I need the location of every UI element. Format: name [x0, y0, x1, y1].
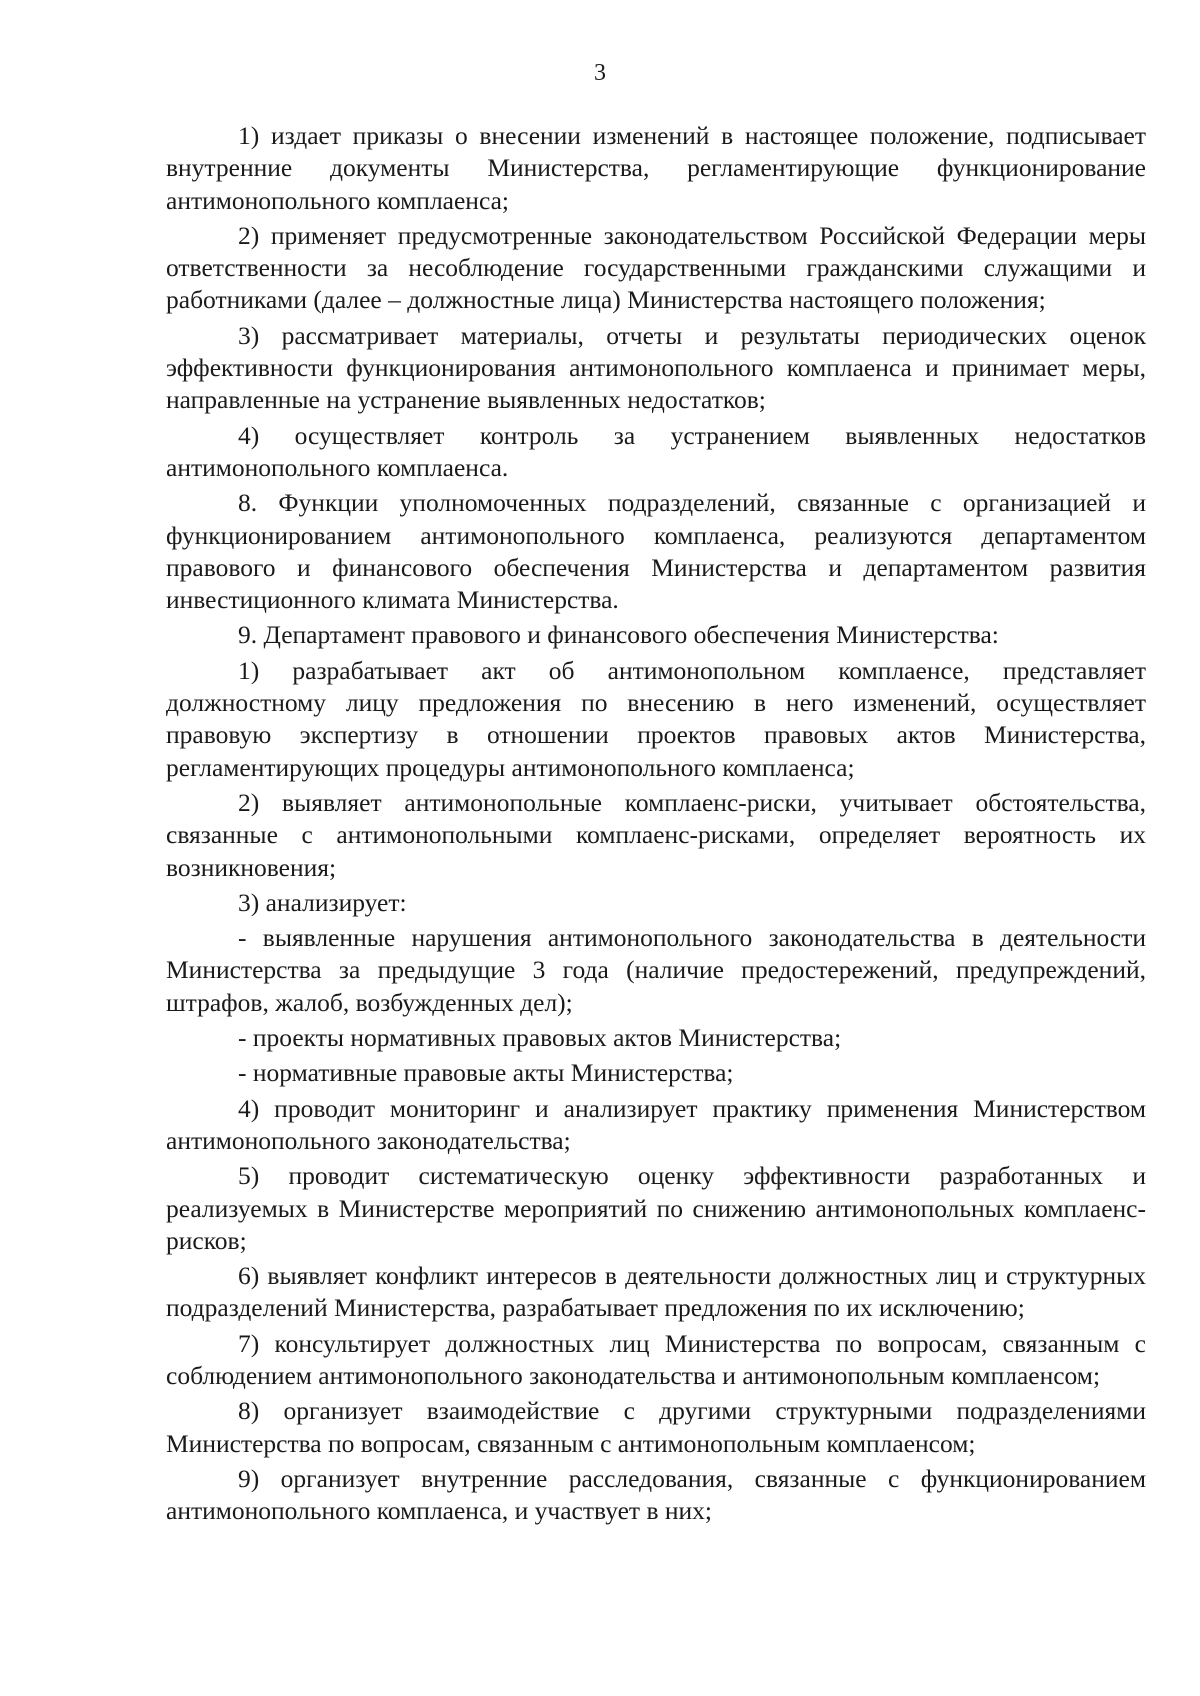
- paragraph-9-8: 8) организует взаимодействие с другими структурными подразделениями Министерства по вопросам, связанным с антимонопольным комплаенсом;: [166, 1396, 1146, 1458]
- paragraph-8: 8. Функции уполномоченных подразделений, связанные с организацией и функционированием антимонопольного комплаенса, реализуются департаментом правового и финансового обеспечения Министерства и департаментом развития инвестиционного климата Министерства.: [166, 488, 1146, 615]
- page-number: 3: [594, 60, 606, 86]
- paragraph-7-1: 1) издает приказы о внесении изменений в настоящее положение, подписывает внутренние документы Министерства, регламентирующие функционирование антимонопольного комплаенса;: [166, 121, 1146, 215]
- paragraph-7-3: 3) рассматривает материалы, отчеты и результаты периодических оценок эффективности функционирования антимонопольного комплаенса и принимает меры, направленные на устранение выявленных недостатков;: [166, 320, 1146, 415]
- paragraph-9-6: 6) выявляет конфликт интересов в деятельности должностных лиц и структурных подразделений Министерства, разрабатывает предложения по их исключению;: [166, 1261, 1146, 1323]
- paragraph-9-3-item-3: - нормативные правовые акты Министерства;: [238, 1058, 734, 1088]
- paragraph-9-2: 2) выявляет антимонопольные комплаенс-риски, учитывает обстоятельства, связанные с антимонопольными комплаенс-рисками, определяет вероятность их возникновения;: [166, 787, 1146, 882]
- paragraph-9-heading: 9. Департамент правового и финансового обеспечения Министерства:: [238, 620, 999, 650]
- paragraph-9-3: 3) анализирует:: [238, 887, 407, 917]
- document-body: [166, 120, 1146, 1527]
- paragraph-9-4: 4) проводит мониторинг и анализирует практику применения Министерством антимонопольного законодательства;: [166, 1093, 1146, 1155]
- paragraph-9-1: 1) разрабатывает акт об антимонопольном комплаенсе, представляет должностному лицу предложения по внесению в него изменений, осуществляет правовую экспертизу в отношении проектов правовых актов Министерства, регламентирующих процедуры антимонопольного комплаенса;: [166, 655, 1146, 782]
- paragraph-7-2: 2) применяет предусмотренные законодательством Российской Федерации меры ответственности за несоблюдение государственными гражданскими служащими и работниками (далее – должностные лица) Министерства настоящего положения;: [166, 220, 1146, 315]
- paragraph-9-3-item-1: - выявленные нарушения антимонопольного законодательства в деятельности Министерства за предыдущие 3 года (наличие предостережений, предупреждений, штрафов, жалоб, возбужденных дел);: [166, 923, 1146, 1017]
- paragraph-9-9: 9) организует внутренние расследования, связанные с функционированием антимонопольного комплаенса, и участвует в них;: [166, 1463, 1146, 1526]
- paragraph-9-3-item-2: - проекты нормативных правовых актов Министерства;: [238, 1023, 842, 1053]
- paragraph-9-7: 7) консультирует должностных лиц Министерства по вопросам, связанным с соблюдением антимонопольного законодательства и антимонопольным комплаенсом;: [166, 1328, 1146, 1390]
- paragraph-9-5: 5) проводит систематическую оценку эффективности разработанных и реализуемых в Министерстве мероприятий по снижению антимонопольных комплаенс-рисков;: [166, 1161, 1146, 1255]
- paragraph-7-4: 4) осуществляет контроль за устранением выявленных недостатков антимонопольного комплаенса.: [166, 420, 1146, 482]
